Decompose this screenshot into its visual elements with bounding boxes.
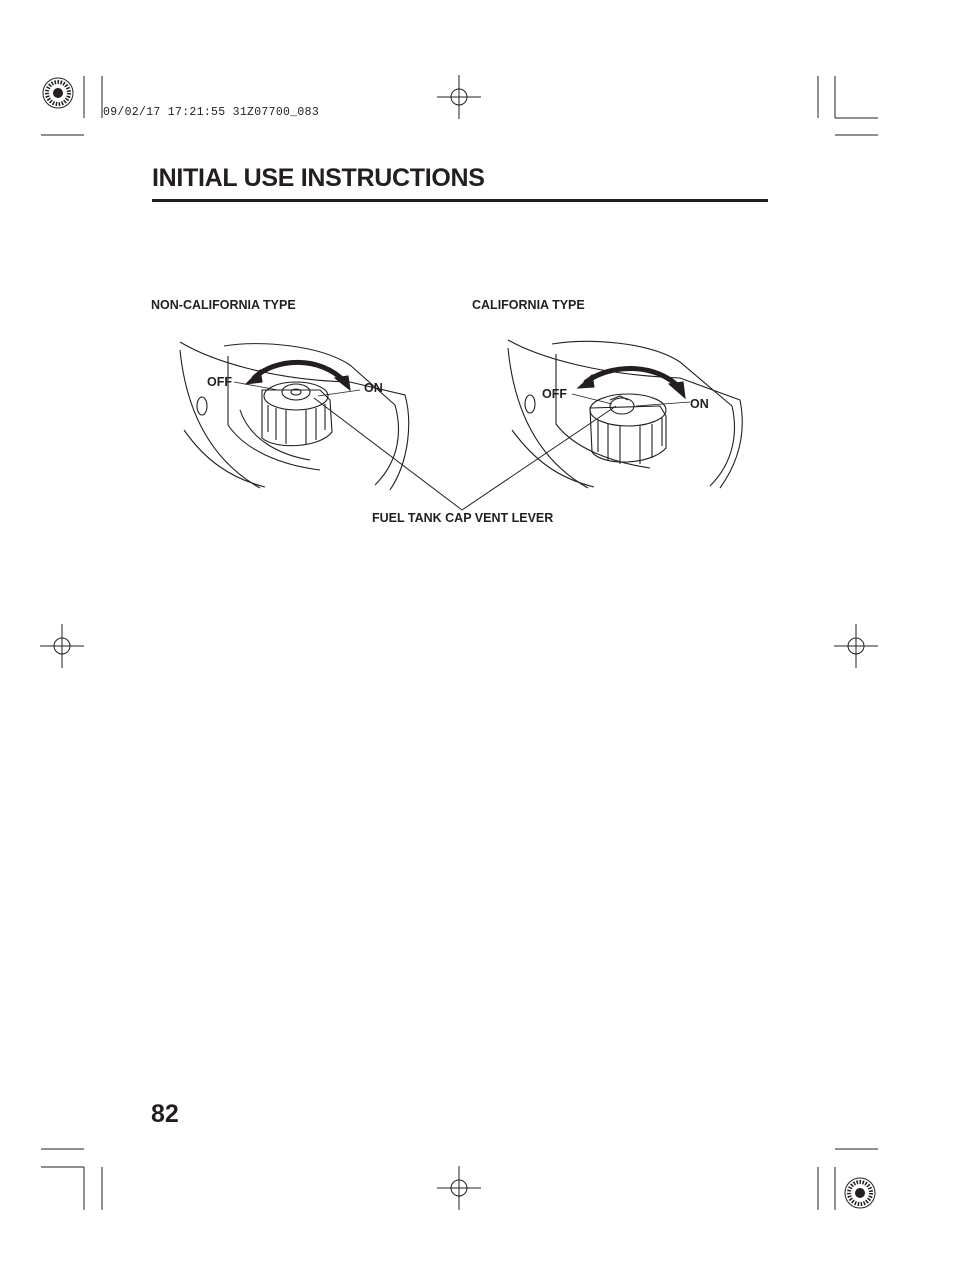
registration-marks: [40, 75, 878, 1210]
non-california-heading: NON-CALIFORNIA TYPE: [151, 298, 296, 312]
page-number: 82: [151, 1100, 179, 1128]
right-off-label: OFF: [542, 387, 567, 401]
right-on-label: ON: [690, 397, 709, 411]
starburst-icon: [43, 78, 875, 1208]
title-rule: [152, 199, 768, 202]
california-heading: CALIFORNIA TYPE: [472, 298, 585, 312]
print-stamp: 09/02/17 17:21:55 31Z07700_083: [103, 106, 320, 119]
left-on-label: ON: [364, 381, 383, 395]
vent-lever-callout: FUEL TANK CAP VENT LEVER: [372, 511, 554, 525]
fuel-cap-illustration: [150, 320, 770, 540]
page-title: INITIAL USE INSTRUCTIONS: [152, 164, 485, 192]
left-off-label: OFF: [207, 375, 232, 389]
